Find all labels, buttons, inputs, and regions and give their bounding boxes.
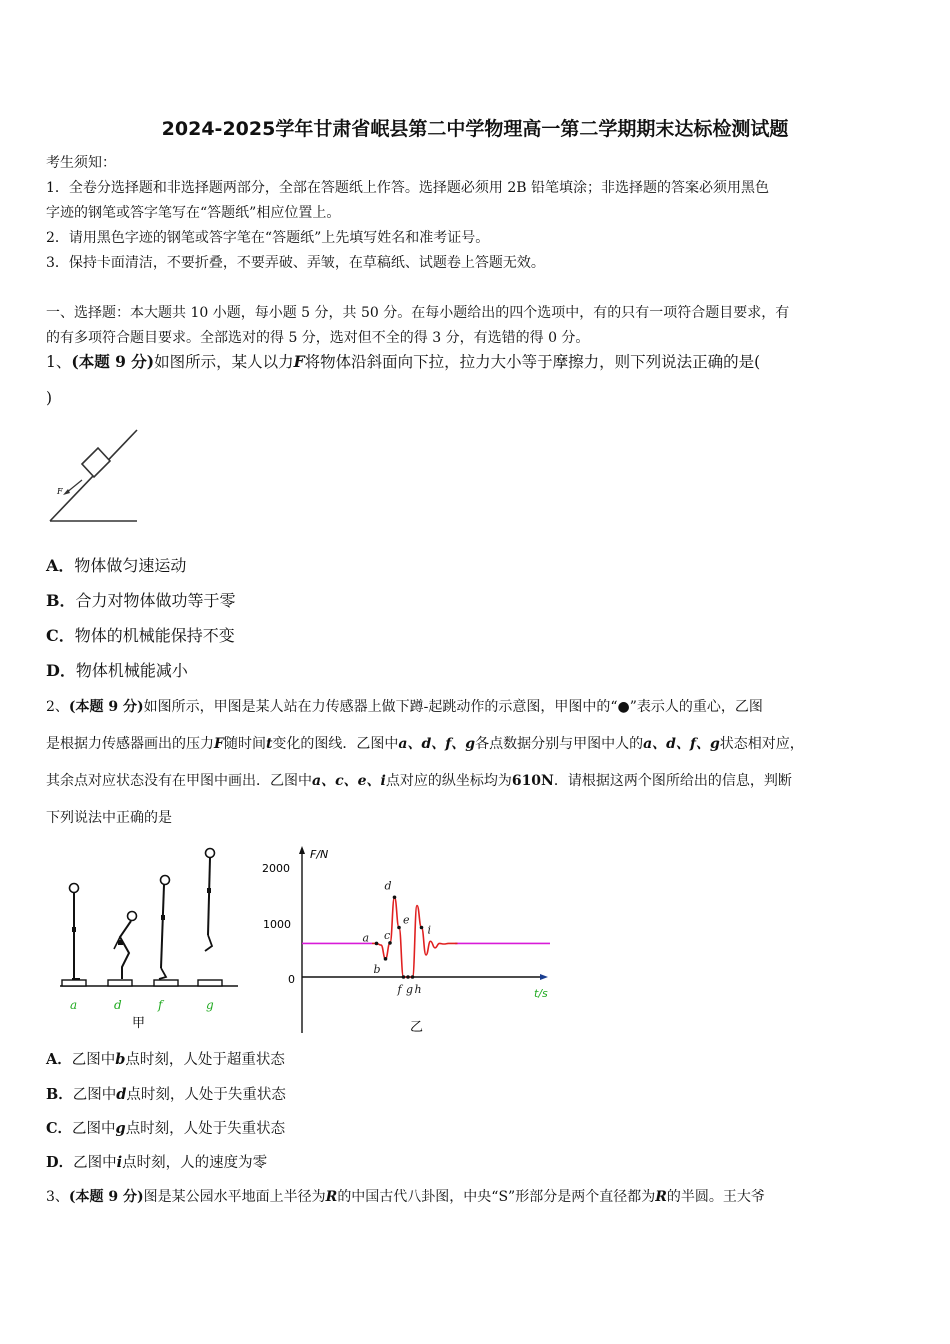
q2-option-a[interactable]: A．乙图中b点时刻，人处于超重状态 — [46, 1051, 285, 1068]
q2-stem-line-3: 其余点对应状态没有在甲图中画出．乙图中a、c、e、i点对应的纵坐标均为610N．请根据这两个图所给出的信息，判断 — [46, 773, 792, 789]
notice-line-1b: 字迹的钢笔或答字笔写在“答题纸”相应位置上。 — [46, 205, 341, 221]
force-label: F — [57, 487, 63, 496]
question-1-stem — [46, 352, 760, 372]
chart-title: 乙 — [410, 1020, 424, 1035]
chart-point-g — [406, 975, 410, 979]
chart-point-label-e: e — [403, 913, 410, 927]
chart-point-label-g: g — [406, 983, 414, 996]
question-3-stem: 3、(本题 9 分)图是某公园水平地面上半径为R的中国古代八卦图，中央“S”形部分是两个直径都为R的半圆。王大爷 — [46, 1189, 765, 1205]
q1-text-a: 如图所示，某人以力 — [154, 353, 294, 371]
section-instructions-2: 的有多项符合题目要求。全部选对的得 5 分，选对但不全的得 3 分，有选错的得 0 分。 — [46, 330, 590, 346]
chart-point-f — [402, 975, 406, 979]
incline-block — [82, 448, 110, 477]
incline-figure — [46, 426, 146, 526]
chart-point-i — [420, 926, 424, 930]
q1-close-paren: ) — [46, 389, 53, 407]
jia-label: 甲 — [132, 1016, 146, 1031]
chart-point-label-f: f — [397, 983, 402, 996]
chart-point-label-h: h — [414, 983, 422, 996]
q1-option-d[interactable]: D．物体机械能减小 — [46, 661, 188, 680]
chart-point-label-c: c — [384, 928, 391, 942]
q2-option-c[interactable]: C．乙图中g点时刻，人处于失重状态 — [46, 1120, 286, 1137]
q2-stem-line-2: 是根据力传感器画出的压力F随时间t变化的图线．乙图中a、d、f、g各点数据分别与甲图中人的a、d、f、g状态相对应， — [46, 736, 804, 752]
jia-point-f: f — [158, 998, 163, 1012]
chart-point-d — [393, 895, 397, 899]
y-axis-label: F/N — [310, 848, 329, 861]
y-axis-arrow — [299, 846, 305, 854]
person-d — [108, 912, 137, 987]
chart-point-a — [375, 942, 379, 946]
jia-point-a: a — [70, 998, 78, 1012]
chart-point-label-a: a — [362, 931, 370, 945]
q1-number: 1、 — [46, 353, 72, 371]
chart-point-label-i: i — [427, 923, 432, 937]
q2-option-b[interactable]: B．乙图中d点时刻，人处于失重状态 — [46, 1086, 286, 1103]
x-axis-arrow — [540, 974, 548, 980]
q1-score: (本题 9 分) — [71, 352, 155, 371]
notice-heading: 考生须知： — [46, 155, 116, 171]
notice-line-2: 2．请用黑色字迹的钢笔或答字笔在“答题纸”上先填写姓名和准考证号。 — [46, 230, 490, 246]
q1-option-c[interactable]: C．物体的机械能保持不变 — [46, 626, 235, 645]
chart-point-label-d: d — [384, 879, 392, 893]
person-g — [198, 849, 222, 987]
q2-option-d[interactable]: D．乙图中i点时刻，人的速度为零 — [46, 1154, 268, 1171]
chart-point-h — [411, 975, 415, 979]
y-tick-0: 0 — [288, 973, 295, 986]
q2-stem-line-1: 2、(本题 9 分)如图所示，甲图是某人站在力传感器上做下蹲-起跳动作的示意图，甲图中的“●”表示人的重心，乙图 — [46, 699, 763, 715]
chart-point-b — [384, 957, 388, 961]
q2-stem-line-4: 下列说法中正确的是 — [46, 810, 172, 826]
chart-point-label-b: b — [373, 962, 381, 976]
jia-point-g: g — [206, 998, 214, 1012]
x-axis-label: t/s — [534, 987, 548, 1000]
y-tick-1000: 1000 — [263, 918, 291, 931]
q1-text-b: 将物体沿斜面向下拉，拉力大小等于摩擦力，则下列说法正确的是( — [304, 353, 761, 371]
q1-option-b[interactable]: B．合力对物体做功等于零 — [46, 591, 236, 610]
figure-jia — [58, 843, 248, 1033]
notice-line-1a: 1．全卷分选择题和非选择题两部分，全部在答题纸上作答。选择题必须用 2B 铅笔填涂；非选择题的答案必须用黑色 — [46, 180, 769, 196]
section-instructions-1: 一、选择题：本大题共 10 小题，每小题 5 分，共 50 分。在每小题给出的四个选项中，有的只有一项符合题目要求，有 — [46, 305, 790, 321]
q1-option-a[interactable]: A．物体做匀速运动 — [46, 556, 187, 575]
q1-var-f: F — [293, 352, 305, 371]
y-tick-2000: 2000 — [262, 862, 290, 875]
person-a — [62, 884, 86, 987]
person-f — [154, 876, 178, 987]
figure-yi-chart — [260, 843, 560, 1038]
notice-line-3: 3．保持卡面清洁，不要折叠，不要弄破、弄皱，在草稿纸、试题卷上答题无效。 — [46, 255, 545, 271]
jia-point-d: d — [114, 998, 122, 1012]
page-title: 2024-2025学年甘肃省岷县第二中学物理高一第二学期期末达标检测试题 — [161, 118, 789, 140]
chart-point-e — [397, 926, 401, 930]
